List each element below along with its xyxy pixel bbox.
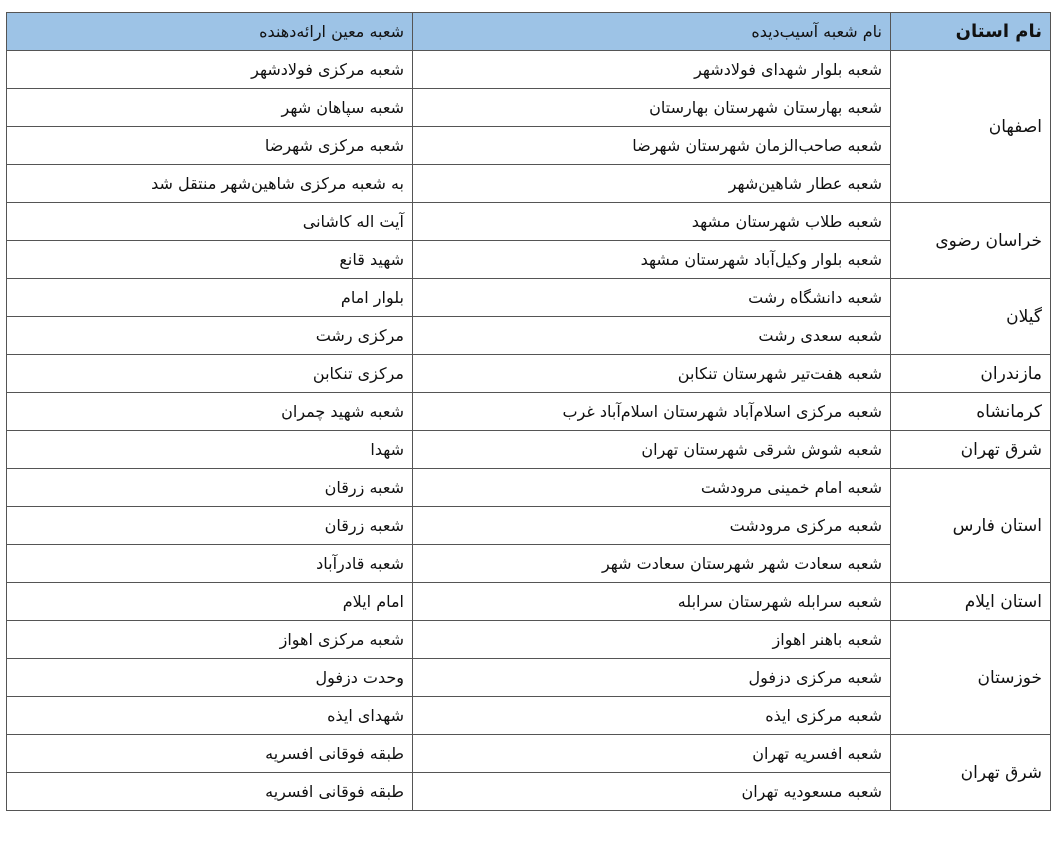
province-cell: شرق تهران <box>891 431 1051 469</box>
damaged-branch-cell: شعبه طلاب شهرستان مشهد <box>413 203 891 241</box>
province-cell: کرمانشاه <box>891 393 1051 431</box>
serving-branch-cell: شعبه زرقان <box>7 507 413 545</box>
province-cell: استان ایلام <box>891 583 1051 621</box>
damaged-branch-cell: شعبه دانشگاه رشت <box>413 279 891 317</box>
serving-branch-cell: مرکزی تنکابن <box>7 355 413 393</box>
table-row <box>7 355 1051 393</box>
damaged-branch-cell: شعبه مرکزی دزفول <box>413 659 891 697</box>
table-row <box>7 279 1051 317</box>
serving-branch-cell: شعبه سپاهان شهر <box>7 89 413 127</box>
damaged-branch-cell: شعبه شوش شرقی شهرستان تهران <box>413 431 891 469</box>
serving-branch-cell: شعبه مرکزی اهواز <box>7 621 413 659</box>
damaged-branch-cell: شعبه بهارستان شهرستان بهارستان <box>413 89 891 127</box>
serving-branch-cell: به شعبه مرکزی شاهین‌شهر منتقل شد <box>7 165 413 203</box>
branch-substitution-table <box>6 12 1051 811</box>
damaged-branch-cell: شعبه بلوار وکیل‌آباد شهرستان مشهد <box>413 241 891 279</box>
header-serving-branch: شعبه معین ارائه‌دهنده <box>7 13 413 51</box>
damaged-branch-cell: شعبه عطار شاهین‌شهر <box>413 165 891 203</box>
province-cell: مازندران <box>891 355 1051 393</box>
damaged-branch-cell: شعبه سرابله شهرستان سرابله <box>413 583 891 621</box>
damaged-branch-cell: شعبه سعادت شهر شهرستان سعادت شهر <box>413 545 891 583</box>
damaged-branch-cell: شعبه سعدی رشت <box>413 317 891 355</box>
serving-branch-cell: طبقه فوقانی افسریه <box>7 735 413 773</box>
damaged-branch-cell: شعبه مرکزی اسلام‌آباد شهرستان اسلام‌آباد غرب <box>413 393 891 431</box>
serving-branch-cell: شعبه قادرآباد <box>7 545 413 583</box>
damaged-branch-cell: شعبه امام خمینی مرودشت <box>413 469 891 507</box>
table-row <box>7 469 1051 507</box>
damaged-branch-cell: شعبه مرکزی مرودشت <box>413 507 891 545</box>
serving-branch-cell: شهید قانع <box>7 241 413 279</box>
serving-branch-cell: طبقه فوقانی افسریه <box>7 773 413 811</box>
table-row <box>7 431 1051 469</box>
damaged-branch-cell: شعبه بلوار شهدای فولادشهر <box>413 51 891 89</box>
header-damaged-branch: نام شعبه آسیب‌دیده <box>413 13 891 51</box>
province-cell: استان فارس <box>891 469 1051 583</box>
serving-branch-cell: امام ایلام <box>7 583 413 621</box>
province-cell: شرق تهران <box>891 735 1051 811</box>
table-row <box>7 203 1051 241</box>
serving-branch-cell: شهدا <box>7 431 413 469</box>
province-cell: خوزستان <box>891 621 1051 735</box>
damaged-branch-cell: شعبه هفت‌تیر شهرستان تنکابن <box>413 355 891 393</box>
serving-branch-cell: شهدای ایذه <box>7 697 413 735</box>
table-row <box>7 735 1051 773</box>
damaged-branch-cell: شعبه صاحب‌الزمان شهرستان شهرضا <box>413 127 891 165</box>
table-row <box>7 393 1051 431</box>
table-body <box>7 51 1051 811</box>
serving-branch-cell: آیت اله کاشانی <box>7 203 413 241</box>
table-row <box>7 621 1051 659</box>
table-row <box>7 583 1051 621</box>
serving-branch-cell: بلوار امام <box>7 279 413 317</box>
serving-branch-cell: شعبه مرکزی فولادشهر <box>7 51 413 89</box>
damaged-branch-cell: شعبه باهنر اهواز <box>413 621 891 659</box>
serving-branch-cell: شعبه شهید چمران <box>7 393 413 431</box>
serving-branch-cell: شعبه مرکزی شهرضا <box>7 127 413 165</box>
province-cell: گیلان <box>891 279 1051 355</box>
province-cell: خراسان رضوی <box>891 203 1051 279</box>
province-cell: اصفهان <box>891 51 1051 203</box>
header-province: نام استان <box>891 13 1051 51</box>
damaged-branch-cell: شعبه مرکزی ایذه <box>413 697 891 735</box>
header-row <box>7 13 1051 51</box>
damaged-branch-cell: شعبه افسریه تهران <box>413 735 891 773</box>
table-row <box>7 51 1051 89</box>
serving-branch-cell: وحدت دزفول <box>7 659 413 697</box>
serving-branch-cell: شعبه زرقان <box>7 469 413 507</box>
serving-branch-cell: مرکزی رشت <box>7 317 413 355</box>
damaged-branch-cell: شعبه مسعودیه تهران <box>413 773 891 811</box>
